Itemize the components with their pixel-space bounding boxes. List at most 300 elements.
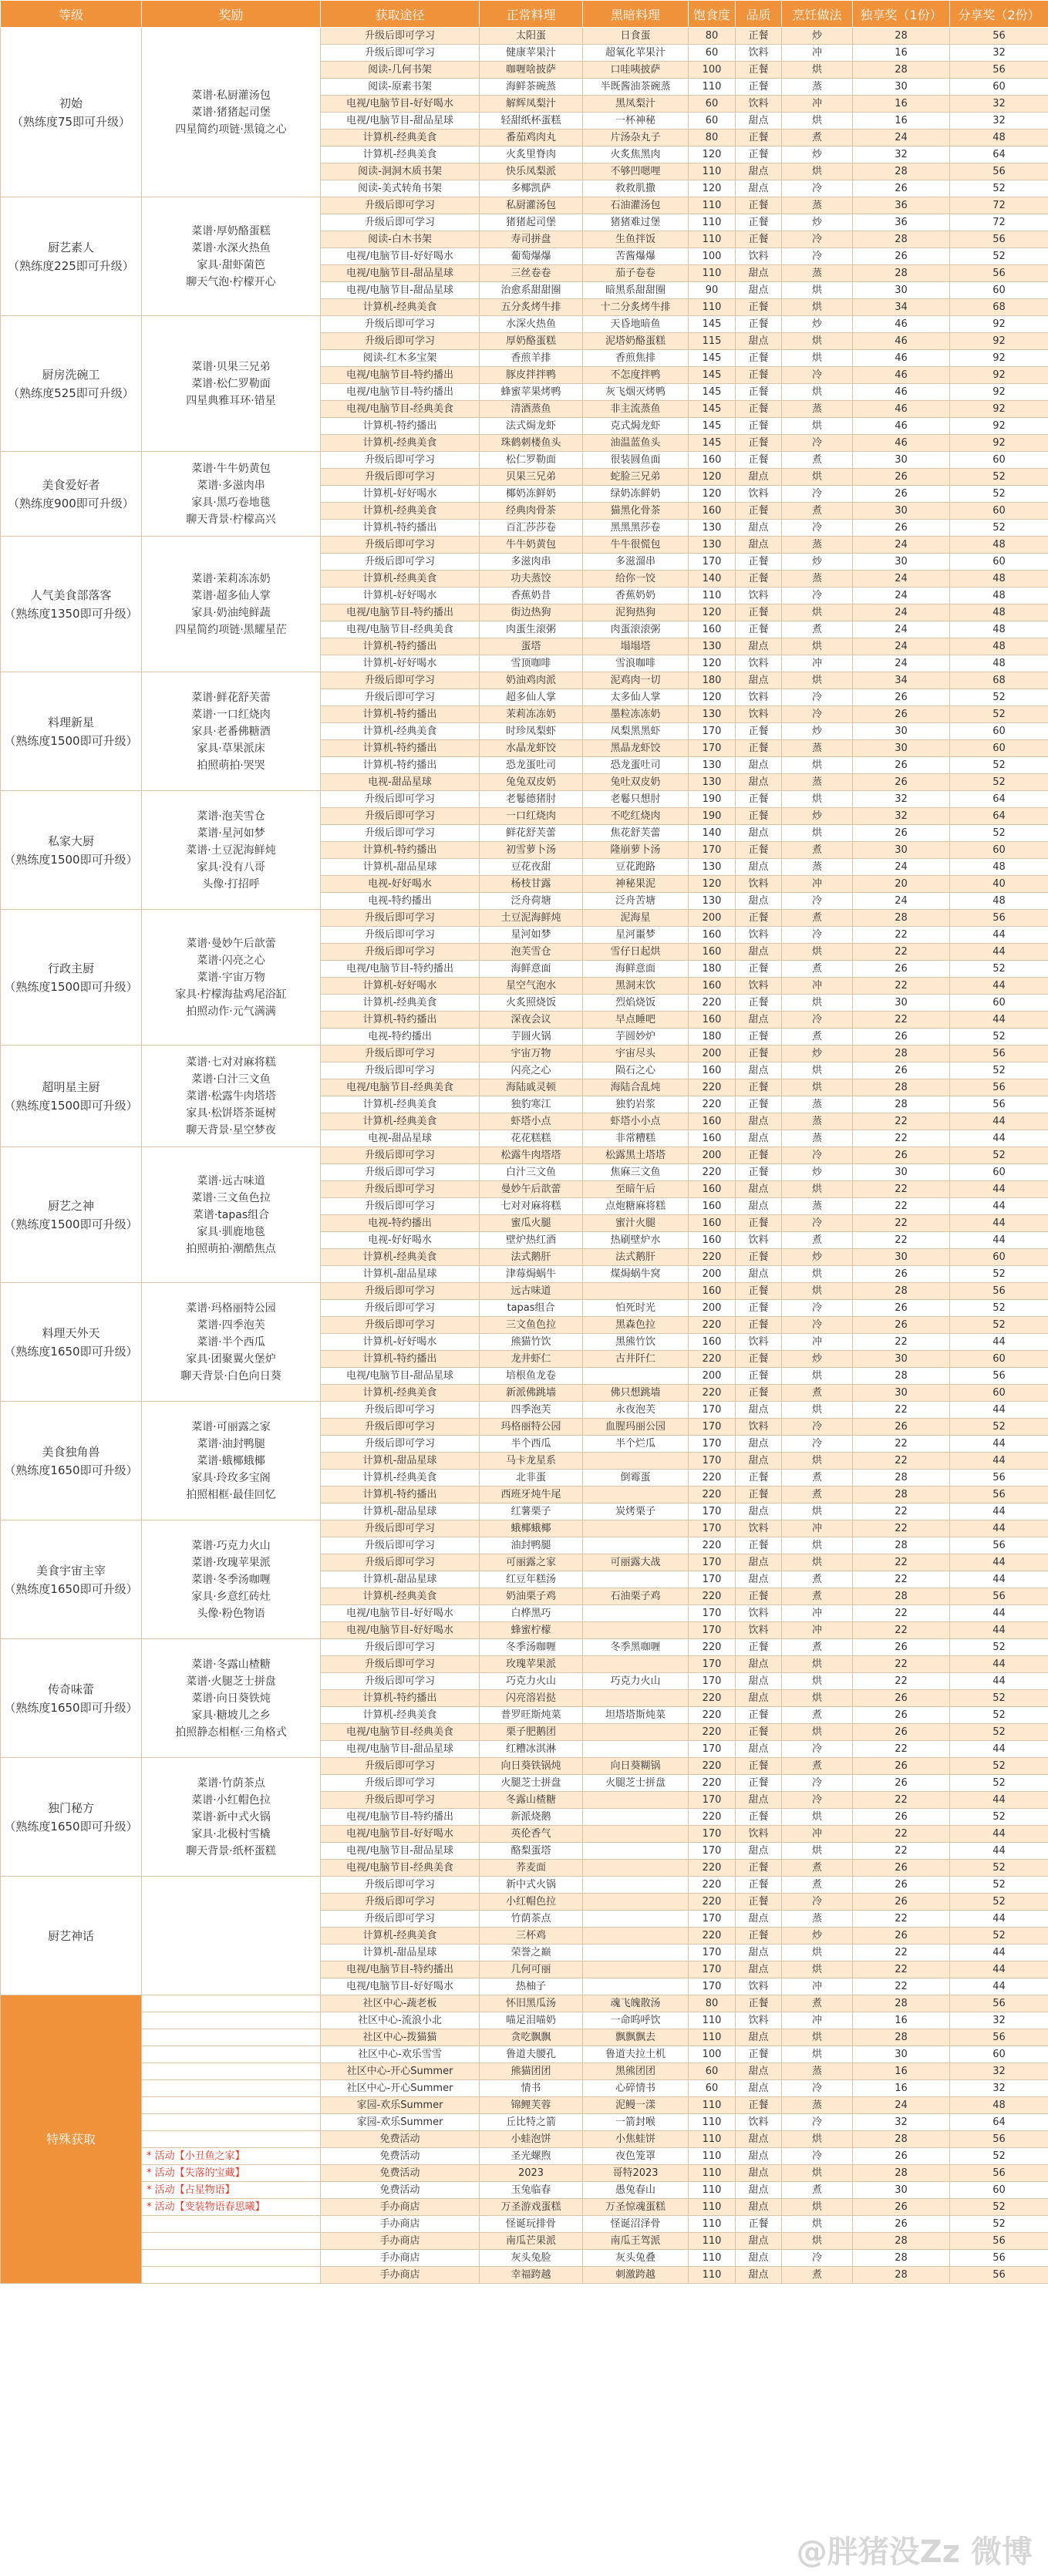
cell-source: 升级后即可学习: [321, 197, 480, 214]
cell-dark-dish: [583, 1978, 689, 1995]
cell-share-reward: 44: [950, 1741, 1048, 1758]
cell-cook-method: 冷: [782, 1012, 853, 1029]
cell-share-reward: 44: [950, 927, 1048, 944]
cell-cook-method: 冲: [782, 1605, 853, 1622]
cell-dark-dish: 灰头兔叠: [583, 2250, 689, 2267]
cell-dark-dish: 苦酱爆爆: [583, 248, 689, 265]
cell-share-reward: 52: [950, 1029, 1048, 1046]
cell-normal-dish: 奶油栗子鸡: [480, 1588, 583, 1605]
cell-dark-dish: 倒霉蛋: [583, 1470, 689, 1487]
cell-satiety: 60: [689, 2063, 736, 2080]
cell-normal-dish: 海陆戚灵顿: [480, 1079, 583, 1096]
cell-solo-reward: 24: [853, 621, 950, 638]
cell-dark-dish: 至暗午后: [583, 1181, 689, 1198]
cell-solo-reward: 26: [853, 180, 950, 197]
cell-source: 电视-特约播出: [321, 893, 480, 910]
cell-satiety: 160: [689, 621, 736, 638]
cell-category: 正餐: [736, 1537, 782, 1554]
cell-share-reward: 44: [950, 1571, 1048, 1588]
cell-dark-dish: 焦花舒芙蕾: [583, 825, 689, 842]
cell-dark-dish: [583, 1368, 689, 1385]
cell-satiety: 130: [689, 757, 736, 774]
cell-source: 计算机-经典美食: [321, 1385, 480, 1402]
cell-dark-dish: 油温蓝鱼头: [583, 435, 689, 452]
watermark: @胖猪没Zz 微博: [796, 2534, 1033, 2570]
cell-category: 正餐: [736, 1283, 782, 1300]
cell-category: 甜点: [736, 1911, 782, 1928]
cell-share-reward: 56: [950, 2165, 1048, 2182]
cell-category: 甜点: [736, 2165, 782, 2182]
cell-category: 甜点: [736, 2131, 782, 2148]
cell-solo-reward: 26: [853, 961, 950, 978]
cell-source: 免费活动: [321, 2131, 480, 2148]
cell-satiety: 220: [689, 1487, 736, 1504]
cell-solo-reward: 30: [853, 452, 950, 469]
cell-normal-dish: 兔兔双皮奶: [480, 774, 583, 791]
cell-source: 家园-欢乐Summer: [321, 2097, 480, 2114]
cell-source: 免费活动: [321, 2182, 480, 2199]
cell-share-reward: 60: [950, 723, 1048, 740]
cell-cook-method: 冷: [782, 1419, 853, 1436]
cell-normal-dish: 松露牛肉塔塔: [480, 1147, 583, 1164]
cell-cook-method: 冷: [782, 1317, 853, 1334]
cell-category: 甜点: [736, 893, 782, 910]
cell-solo-reward: 46: [853, 367, 950, 384]
level-reward: 菜谱·巧克力火山 菜谱·玫瑰苹果派 菜谱·冬季汤咖喱 家具·乡意红砖灶 头像·粉色物语: [142, 1520, 321, 1639]
cell-satiety: 130: [689, 774, 736, 791]
cell-category: 甜点: [736, 469, 782, 486]
cell-dark-dish: 天昏地暗鱼: [583, 316, 689, 333]
cell-source: 计算机-经典美食: [321, 1707, 480, 1724]
cell-share-reward: 52: [950, 1860, 1048, 1877]
cell-normal-dish: 轻甜纸杯蛋糕: [480, 113, 583, 130]
cell-solo-reward: 36: [853, 214, 950, 231]
cell-cook-method: 烘: [782, 333, 853, 350]
table-row: [1, 2148, 1048, 2165]
cell-normal-dish: 怪诞玩排骨: [480, 2216, 583, 2233]
cell-category: 甜点: [736, 1741, 782, 1758]
cell-cook-method: 烘: [782, 2233, 853, 2250]
cell-cook-method: 冷: [782, 2080, 853, 2097]
cell-share-reward: 60: [950, 995, 1048, 1012]
cell-cook-method: 烘: [782, 1368, 853, 1385]
cell-category: 甜点: [736, 1130, 782, 1147]
cell-source: 计算机-特约播出: [321, 757, 480, 774]
cell-source: 升级后即可学习: [321, 554, 480, 571]
cell-cook-method: 烘: [782, 1961, 853, 1978]
cell-satiety: 170: [689, 1911, 736, 1928]
cell-category: 正餐: [736, 621, 782, 638]
cell-share-reward: 60: [950, 554, 1048, 571]
cell-category: 饮料: [736, 1520, 782, 1537]
cell-cook-method: 冷: [782, 435, 853, 452]
cell-satiety: 120: [689, 486, 736, 503]
cell-satiety: 110: [689, 2216, 736, 2233]
cell-category: 饮料: [736, 1419, 782, 1436]
cell-source: 计算机-经典美食: [321, 1096, 480, 1113]
cell-cook-method: 冷: [782, 2114, 853, 2131]
cell-category: 正餐: [736, 842, 782, 859]
cell-normal-dish: 冬季汤咖喱: [480, 1639, 583, 1656]
cell-normal-dish: 白桦黑巧: [480, 1605, 583, 1622]
cell-normal-dish: 新派烧鹅: [480, 1809, 583, 1826]
cell-category: 正餐: [736, 1894, 782, 1911]
cell-share-reward: 56: [950, 2131, 1048, 2148]
cell-source: 升级后即可学习: [321, 1673, 480, 1690]
cell-category: 正餐: [736, 961, 782, 978]
cell-dark-dish: [583, 1911, 689, 1928]
cell-solo-reward: 22: [853, 1571, 950, 1588]
cell-satiety: 110: [689, 2029, 736, 2046]
cell-category: 正餐: [736, 723, 782, 740]
cell-cook-method: 煮: [782, 1487, 853, 1504]
cell-share-reward: 56: [950, 163, 1048, 180]
cell-category: 正餐: [736, 1724, 782, 1741]
cell-normal-dish: 清酒蒸鱼: [480, 401, 583, 418]
cell-category: 饮料: [736, 588, 782, 604]
cell-source: 计算机-经典美食: [321, 130, 480, 146]
cell-cook-method: 炒: [782, 214, 853, 231]
cell-normal-dish: 贝果三兄弟: [480, 469, 583, 486]
cell-solo-reward: 26: [853, 1894, 950, 1911]
cell-cook-method: 炒: [782, 1351, 853, 1368]
cell-category: 正餐: [736, 1928, 782, 1945]
cell-cook-method: 烘: [782, 1554, 853, 1571]
cell-normal-dish: 法式鹅肝: [480, 1249, 583, 1266]
cell-solo-reward: 26: [853, 1317, 950, 1334]
cell-normal-dish: 远古味道: [480, 1283, 583, 1300]
cell-dark-dish: 火炙焦黑肉: [583, 146, 689, 163]
cell-solo-reward: 28: [853, 231, 950, 248]
table-row: [1, 2114, 1048, 2131]
cell-category: 正餐: [736, 554, 782, 571]
cell-normal-dish: 向日葵铁锅炖: [480, 1758, 583, 1775]
cell-cook-method: 煮: [782, 1385, 853, 1402]
cell-dark-dish: 炭烤栗子: [583, 1504, 689, 1520]
cell-solo-reward: 16: [853, 45, 950, 62]
cell-dark-dish: 救救肌撒: [583, 180, 689, 197]
cell-cook-method: 蒸: [782, 859, 853, 876]
cell-satiety: 120: [689, 655, 736, 672]
cell-solo-reward: 26: [853, 1724, 950, 1741]
cell-cook-method: 冲: [782, 1520, 853, 1537]
cell-category: 正餐: [736, 1164, 782, 1181]
cell-category: 甜点: [736, 2080, 782, 2097]
cell-satiety: 160: [689, 1232, 736, 1249]
cell-source: 升级后即可学习: [321, 316, 480, 333]
cell-source: 手办商店: [321, 2250, 480, 2267]
cell-cook-method: 烘: [782, 1266, 853, 1283]
cell-category: 正餐: [736, 1368, 782, 1385]
cell-category: 甜点: [736, 2148, 782, 2165]
cell-normal-dish: 奶油鸡肉派: [480, 672, 583, 689]
cell-solo-reward: 46: [853, 333, 950, 350]
cell-category: 饮料: [736, 486, 782, 503]
cell-category: 正餐: [736, 1775, 782, 1792]
cell-share-reward: 44: [950, 1436, 1048, 1453]
cell-solo-reward: 30: [853, 79, 950, 96]
cell-normal-dish: 幸福跨越: [480, 2267, 583, 2284]
cell-share-reward: 44: [950, 1911, 1048, 1928]
cell-source: 电视/电脑节目-经典美食: [321, 1079, 480, 1096]
cell-share-reward: 60: [950, 1164, 1048, 1181]
cell-source: 电视/电脑节目-好好喝水: [321, 1622, 480, 1639]
cell-share-reward: 52: [950, 1062, 1048, 1079]
cell-cook-method: 炒: [782, 723, 853, 740]
cell-normal-dish: 五分炙烤牛排: [480, 299, 583, 316]
cell-normal-dish: 经典肉骨茶: [480, 503, 583, 520]
cell-solo-reward: 26: [853, 1809, 950, 1826]
cell-normal-dish: 玉兔临春: [480, 2182, 583, 2199]
cell-cook-method: 冷: [782, 1436, 853, 1453]
cell-normal-dish: 海鲜茶碗蒸: [480, 79, 583, 96]
cell-source: 升级后即可学习: [321, 537, 480, 554]
cell-source: 电视/电脑节目-好好喝水: [321, 1978, 480, 1995]
cell-dark-dish: [583, 1724, 689, 1741]
cell-source: 计算机-甜品星球: [321, 1945, 480, 1961]
cell-cook-method: 烘: [782, 1724, 853, 1741]
cell-cook-method: 煮: [782, 1588, 853, 1605]
cell-solo-reward: 22: [853, 1113, 950, 1130]
cell-share-reward: 44: [950, 1215, 1048, 1232]
cell-solo-reward: 22: [853, 1012, 950, 1029]
cell-satiety: 220: [689, 1860, 736, 1877]
cell-solo-reward: 22: [853, 1656, 950, 1673]
cell-source: 免费活动: [321, 2148, 480, 2165]
cell-category: 甜点: [736, 2063, 782, 2080]
cell-dark-dish: 坦塔塔斯炖菜: [583, 1707, 689, 1724]
level-reward: 菜谱·远古味道 菜谱·三文鱼色拉 菜谱·tapas组合 家具·驯鹿地毯 拍照萌拍·潮酷焦点: [142, 1147, 321, 1283]
cell-normal-dish: 南瓜芒果派: [480, 2233, 583, 2250]
cell-category: 甜点: [736, 180, 782, 197]
cell-normal-dish: 恐龙蛋吐司: [480, 757, 583, 774]
cell-dark-dish: 给你一饺: [583, 571, 689, 588]
cell-source: 计算机-经典美食: [321, 723, 480, 740]
cell-dark-dish: 点炮糖麻将糕: [583, 1198, 689, 1215]
cell-dark-dish: [583, 1741, 689, 1758]
table-row: [1, 2097, 1048, 2114]
cell-category: 正餐: [736, 1860, 782, 1877]
cell-dark-dish: 日食蛋: [583, 28, 689, 45]
cell-share-reward: 52: [950, 520, 1048, 537]
cell-normal-dish: 水深火热鱼: [480, 316, 583, 333]
cell-satiety: 110: [689, 265, 736, 282]
cell-satiety: 160: [689, 944, 736, 961]
cell-dark-dish: 向日葵糊锅: [583, 1758, 689, 1775]
cell-dark-dish: [583, 1520, 689, 1537]
cell-source: 计算机-甜品星球: [321, 1571, 480, 1588]
cell-normal-dish: 四季泡芙: [480, 1402, 583, 1419]
cell-dark-dish: [583, 1826, 689, 1843]
cell-normal-dish: 功夫蒸饺: [480, 571, 583, 588]
cell-normal-dish: 荣誉之巅: [480, 1945, 583, 1961]
cell-source: 升级后即可学习: [321, 808, 480, 825]
cell-solo-reward: 26: [853, 1877, 950, 1894]
cell-solo-reward: 32: [853, 146, 950, 163]
cell-cook-method: 冷: [782, 2148, 853, 2165]
cell-cook-method: 蒸: [782, 571, 853, 588]
cell-solo-reward: 26: [853, 520, 950, 537]
cell-source: 升级后即可学习: [321, 1198, 480, 1215]
cell-category: 甜点: [736, 1673, 782, 1690]
cell-solo-reward: 30: [853, 995, 950, 1012]
cell-source: 计算机-经典美食: [321, 299, 480, 316]
cell-solo-reward: 28: [853, 2250, 950, 2267]
cell-source: 电视-好好喝水: [321, 1232, 480, 1249]
cell-normal-dish: 治愈系甜甜圈: [480, 282, 583, 299]
cell-solo-reward: 22: [853, 1622, 950, 1639]
cell-satiety: 180: [689, 961, 736, 978]
cell-category: 正餐: [736, 1995, 782, 2012]
cell-solo-reward: 28: [853, 1487, 950, 1504]
cell-satiety: 60: [689, 96, 736, 113]
cell-category: 甜点: [736, 1571, 782, 1588]
cell-satiety: 170: [689, 1792, 736, 1809]
cell-solo-reward: 26: [853, 1860, 950, 1877]
cell-share-reward: 56: [950, 1368, 1048, 1385]
cell-category: 甜点: [736, 1402, 782, 1419]
cell-solo-reward: 22: [853, 1978, 950, 1995]
cell-source: 升级后即可学习: [321, 1656, 480, 1673]
cell-category: 甜点: [736, 1198, 782, 1215]
cell-share-reward: 64: [950, 791, 1048, 808]
cell-satiety: 190: [689, 791, 736, 808]
cell-satiety: 160: [689, 1198, 736, 1215]
cell-cook-method: 冷: [782, 2250, 853, 2267]
cell-dark-dish: 塌塌塔: [583, 638, 689, 655]
cell-normal-dish: 豚皮拌拌鸭: [480, 367, 583, 384]
cell-source: 电视/电脑节目-特约播出: [321, 367, 480, 384]
cell-solo-reward: 24: [853, 655, 950, 672]
cell-normal-dish: 龙井虾仁: [480, 1351, 583, 1368]
cell-share-reward: 32: [950, 45, 1048, 62]
cell-category: 饮料: [736, 876, 782, 893]
cell-dark-dish: [583, 1571, 689, 1588]
cell-share-reward: 56: [950, 1537, 1048, 1554]
cell-cook-method: 蒸: [782, 740, 853, 757]
cell-dark-dish: 夜色笼罩: [583, 2148, 689, 2165]
cell-dark-dish: 太多仙人掌: [583, 689, 689, 706]
cell-source: 计算机-经典美食: [321, 571, 480, 588]
cell-source: 手办商店: [321, 2216, 480, 2233]
cell-share-reward: 52: [950, 248, 1048, 265]
cell-satiety: 220: [689, 1164, 736, 1181]
cell-solo-reward: 22: [853, 1843, 950, 1860]
cell-solo-reward: 26: [853, 1029, 950, 1046]
cell-solo-reward: 20: [853, 876, 950, 893]
cell-share-reward: 52: [950, 1147, 1048, 1164]
cell-share-reward: 56: [950, 2029, 1048, 2046]
cell-source: 电视-特约播出: [321, 1029, 480, 1046]
cell-share-reward: 44: [950, 1961, 1048, 1978]
cell-source: 升级后即可学习: [321, 1062, 480, 1079]
cell-category: 甜点: [736, 282, 782, 299]
cell-cook-method: 冷: [782, 180, 853, 197]
cell-share-reward: 92: [950, 316, 1048, 333]
cell-dark-dish: 蛇脸三兄弟: [583, 469, 689, 486]
cell-cook-method: 蒸: [782, 2097, 853, 2114]
cell-cook-method: 烘: [782, 418, 853, 435]
cell-normal-dish: 红糟冰淇淋: [480, 1741, 583, 1758]
cell-dark-dish: [583, 1843, 689, 1860]
cell-solo-reward: 30: [853, 2182, 950, 2199]
level-name: 厨艺素人 （熟练度225即可升级）: [1, 197, 142, 316]
cell-normal-dish: 星空气泡水: [480, 978, 583, 995]
special-note: [142, 2216, 321, 2233]
cell-satiety: 110: [689, 79, 736, 96]
cell-satiety: 170: [689, 842, 736, 859]
cell-category: 甜点: [736, 1554, 782, 1571]
cell-cook-method: 烘: [782, 1402, 853, 1419]
cell-source: 免费活动: [321, 2165, 480, 2182]
cell-satiety: 110: [689, 2114, 736, 2131]
cell-solo-reward: 22: [853, 1232, 950, 1249]
cell-satiety: 160: [689, 927, 736, 944]
cell-normal-dish: 新中式火锅: [480, 1877, 583, 1894]
cell-source: 计算机-特约播出: [321, 520, 480, 537]
cell-share-reward: 44: [950, 1453, 1048, 1470]
table-row: [1, 2080, 1048, 2097]
cell-category: 正餐: [736, 299, 782, 316]
cell-category: 饮料: [736, 927, 782, 944]
cell-category: 正餐: [736, 214, 782, 231]
cell-normal-dish: 玫瑰苹果派: [480, 1656, 583, 1673]
cell-solo-reward: 32: [853, 808, 950, 825]
cell-dark-dish: [583, 1283, 689, 1300]
cell-cook-method: 冲: [782, 876, 853, 893]
cell-satiety: 160: [689, 1181, 736, 1198]
cell-satiety: 170: [689, 1945, 736, 1961]
cell-cook-method: 烘: [782, 995, 853, 1012]
cell-source: 电视/电脑节目-特约播出: [321, 961, 480, 978]
cell-source: 计算机-好好喝水: [321, 486, 480, 503]
table-row: [1, 672, 1048, 689]
cell-cook-method: 蒸: [782, 1198, 853, 1215]
cell-solo-reward: 46: [853, 350, 950, 367]
cell-dark-dish: 黑晶龙虾饺: [583, 740, 689, 757]
cell-solo-reward: 22: [853, 1436, 950, 1453]
cell-solo-reward: 28: [853, 163, 950, 180]
cell-share-reward: 44: [950, 1504, 1048, 1520]
cell-source: 计算机-经典美食: [321, 146, 480, 163]
cell-category: 甜点: [736, 1266, 782, 1283]
cell-source: 升级后即可学习: [321, 1436, 480, 1453]
cell-satiety: 220: [689, 1877, 736, 1894]
cell-dark-dish: 一命呜呼饮: [583, 2012, 689, 2029]
cell-category: 甜点: [736, 537, 782, 554]
cell-dark-dish: 泥鳗一漾: [583, 2097, 689, 2114]
special-note: [142, 2029, 321, 2046]
cell-dark-dish: 神秘果泥: [583, 876, 689, 893]
cell-dark-dish: 墨粒冻冻奶: [583, 706, 689, 723]
cell-source: 计算机-特约播出: [321, 418, 480, 435]
cell-source: 计算机-甜品星球: [321, 1453, 480, 1470]
cell-cook-method: 烘: [782, 1673, 853, 1690]
cell-cook-method: 煮: [782, 1232, 853, 1249]
cell-normal-dish: 火炙照烧饭: [480, 995, 583, 1012]
header-row: [1, 1, 1048, 28]
cell-dark-dish: 黑洞末饮: [583, 978, 689, 995]
cell-normal-dish: 花花糕糕: [480, 1130, 583, 1147]
cell-normal-dish: 香蕉奶昔: [480, 588, 583, 604]
cell-normal-dish: 锦鲤芙蓉: [480, 2097, 583, 2114]
cell-share-reward: 64: [950, 2114, 1048, 2131]
cell-normal-dish: 独豹寒江: [480, 1096, 583, 1113]
level-reward: 菜谱·茉莉冻冻奶 菜谱·超多仙人掌 家具·奶油纯鲜蔬 四星简约项链·黑耀星茫: [142, 537, 321, 672]
cell-solo-reward: 30: [853, 842, 950, 859]
cell-category: 正餐: [736, 604, 782, 621]
cell-dark-dish: 黑森色拉: [583, 1317, 689, 1334]
